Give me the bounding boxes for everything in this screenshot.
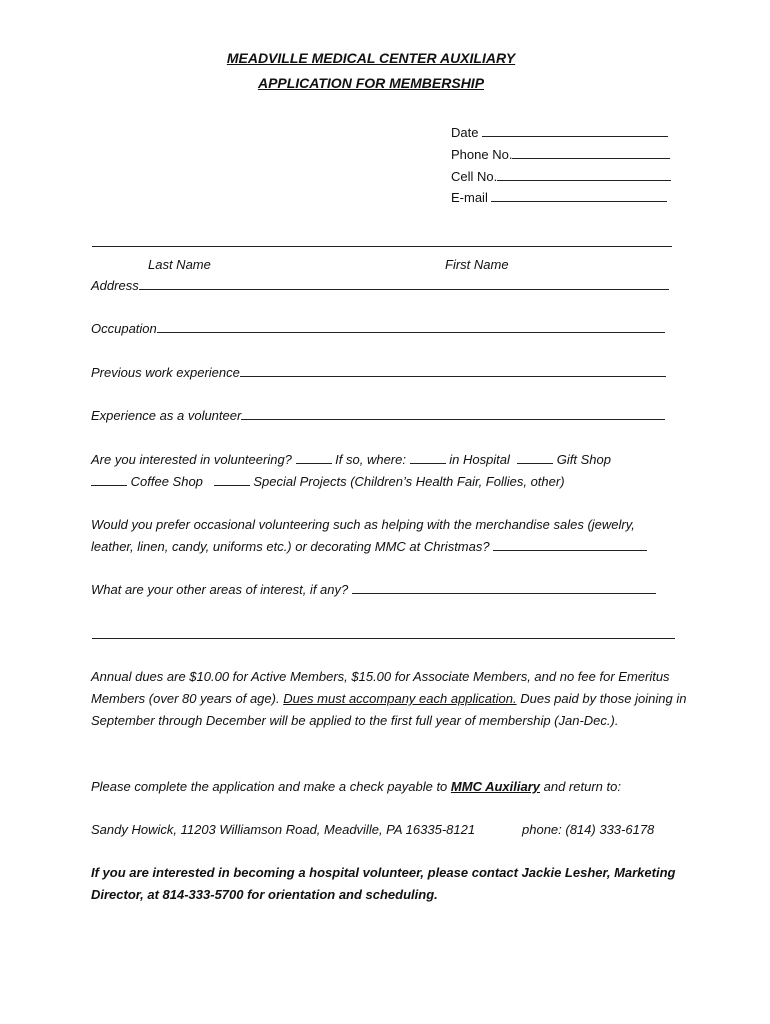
occupation-label: Occupation — [91, 321, 157, 336]
other-interest-blank[interactable] — [352, 582, 656, 594]
coffee-shop-label: Coffee Shop — [130, 474, 203, 489]
dues-text-b: Dues paid by those joining in September through December will be applied to the first full year of membership (Jan-Dec.). — [91, 691, 687, 728]
date-field[interactable] — [451, 125, 668, 140]
occasional-question: leather, linen, candy, uniforms etc.) or decorating MMC at Christmas? — [91, 539, 490, 554]
return-phone: phone: (814) 333-6178 — [522, 822, 655, 837]
volunteer-experience-label: Experience as a volunteer — [91, 408, 242, 423]
address-label: Address — [91, 278, 139, 293]
date-label: Date — [451, 125, 479, 140]
dues-text-a: Annual dues are $10.00 for Active Members, $15.00 for Associate Members, and no fee for Emeritus Members (over 80 years of age). — [91, 669, 670, 706]
special-projects-blank[interactable] — [214, 474, 250, 486]
address-blank[interactable] — [139, 278, 669, 290]
volunteer-experience-blank[interactable] — [241, 408, 665, 420]
payment-instructions — [91, 779, 621, 794]
interest-where: If so, where: — [335, 452, 406, 467]
hospital-blank[interactable] — [410, 452, 446, 464]
return-address: Sandy Howick, 11203 Williamson Road, Meadville, PA 16335-8121 — [91, 822, 476, 837]
form-title: MEADVILLE MEDICAL CENTER AUXILIARY — [226, 50, 516, 66]
previous-work-blank[interactable] — [240, 365, 666, 377]
name-blank[interactable] — [92, 246, 672, 247]
cell-blank[interactable] — [497, 169, 671, 181]
interest-blank[interactable] — [296, 452, 332, 464]
coffee-shop-blank[interactable] — [91, 474, 127, 486]
other-interest-blank-2[interactable] — [92, 638, 675, 639]
first-name-label: First Name — [445, 257, 509, 272]
address-field[interactable] — [91, 278, 669, 293]
volunteer-experience-field[interactable] — [91, 408, 665, 423]
previous-work-field[interactable] — [91, 365, 666, 380]
payee-name: MMC Auxiliary — [450, 779, 540, 794]
occasional-line-1: Would you prefer occasional volunteering such as helping with the merchandise sales (jewelry, — [91, 517, 635, 532]
email-field[interactable] — [451, 190, 667, 205]
volunteer-interest-row — [91, 452, 611, 467]
phone-blank[interactable] — [512, 147, 670, 159]
payment-text-a: Please complete the application and make a check payable to — [91, 779, 451, 794]
hospital-label: in Hospital — [449, 452, 510, 467]
other-interest-field[interactable] — [91, 582, 656, 597]
gift-shop-label: Gift Shop — [556, 452, 611, 467]
date-blank[interactable] — [482, 125, 668, 137]
cell-field[interactable] — [451, 169, 671, 184]
cell-label: Cell No. — [451, 169, 498, 184]
dues-required-note: Dues must accompany each application. — [283, 691, 517, 706]
last-name-label: Last Name — [148, 257, 211, 272]
special-projects-label: Special Projects (Children’s Health Fair, Follies, other) — [253, 474, 565, 489]
phone-field[interactable] — [451, 147, 670, 162]
occupation-field[interactable] — [91, 321, 665, 336]
occasional-blank[interactable] — [493, 539, 647, 551]
payment-text-b: and return to: — [540, 779, 621, 794]
occupation-blank[interactable] — [157, 321, 665, 333]
dues-paragraph — [91, 666, 691, 732]
email-blank[interactable] — [491, 190, 667, 202]
other-interest-label: What are your other areas of interest, if any? — [91, 582, 349, 597]
occasional-line-2 — [91, 539, 647, 554]
volunteer-contact-note: If you are interested in becoming a hospital volunteer, please contact Jackie Lesher, Marketing Director, at 814-333-5700 for orientation and scheduling. — [91, 865, 676, 902]
volunteer-interest-row-2 — [91, 474, 565, 489]
email-label: E-mail — [451, 190, 488, 205]
previous-work-label: Previous work experience — [91, 365, 240, 380]
interest-question: Are you interested in volunteering? — [91, 452, 292, 467]
form-subtitle: APPLICATION FOR MEMBERSHIP — [257, 75, 485, 91]
gift-shop-blank[interactable] — [517, 452, 553, 464]
phone-label: Phone No. — [451, 147, 513, 162]
